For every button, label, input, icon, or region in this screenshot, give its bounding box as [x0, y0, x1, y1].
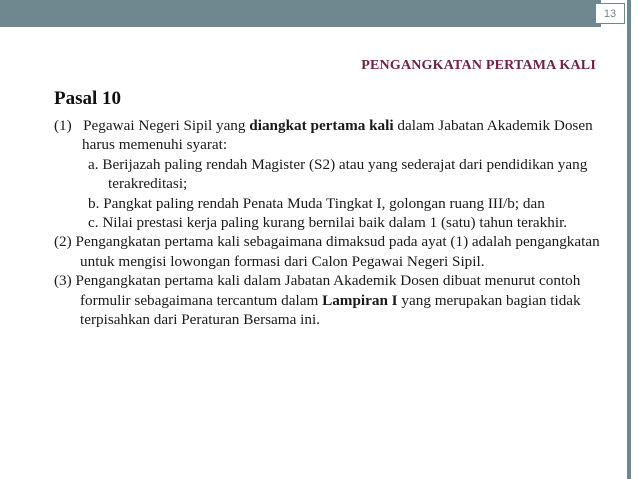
section-title: PENGANGKATAN PERTAMA KALI [361, 58, 596, 73]
top-bar [0, 0, 601, 27]
paragraph-text: Pengangkatan pertama kali sebagaimana dimaksud pada ayat (1) adalah pengangkatan untuk mengisi lowongan formasi dari Calon Pegawai Negeri Sipil. [75, 233, 600, 270]
paragraph-number: (2) [54, 233, 72, 251]
article-body [54, 116, 609, 329]
emphasis: diangkat pertama kali [249, 117, 394, 134]
paragraph-1 [54, 116, 609, 155]
page-number: 13 [595, 3, 625, 24]
list-item: b. Pangkat paling rendah Penata Muda Tingkat I, golongan ruang III/b; dan [88, 194, 545, 212]
side-line [627, 0, 631, 479]
paragraph-text: Pegawai Negeri Sipil yang [83, 117, 250, 134]
list-item: a. Berijazah paling rendah Magister (S2) atau yang sederajat dari pendidikan yang terakreditasi; [88, 155, 588, 193]
paragraph-text: yang merupakan bagian tidak terpisahkan dari Peraturan Bersama ini. [80, 291, 581, 329]
paragraph-text: Pengangkatan pertama kali dalam Jabatan Akademik Dosen dibuat menurut contoh formulir sebagaimana tercantum dalam [75, 272, 581, 309]
paragraph-2 [54, 232, 609, 271]
paragraph-3 [54, 271, 609, 329]
paragraph-number: (1) [54, 117, 72, 134]
article-title: Pasal 10 [54, 88, 122, 109]
paragraph-text: dalam Jabatan Akademik Dosen harus memenuhi syarat: [82, 117, 593, 154]
paragraph-number: (3) [54, 272, 72, 290]
emphasis: Lampiran I [322, 291, 398, 309]
list-item: c. Nilai prestasi kerja paling kurang bernilai baik dalam 1 (satu) tahun terakhir. [88, 214, 568, 232]
